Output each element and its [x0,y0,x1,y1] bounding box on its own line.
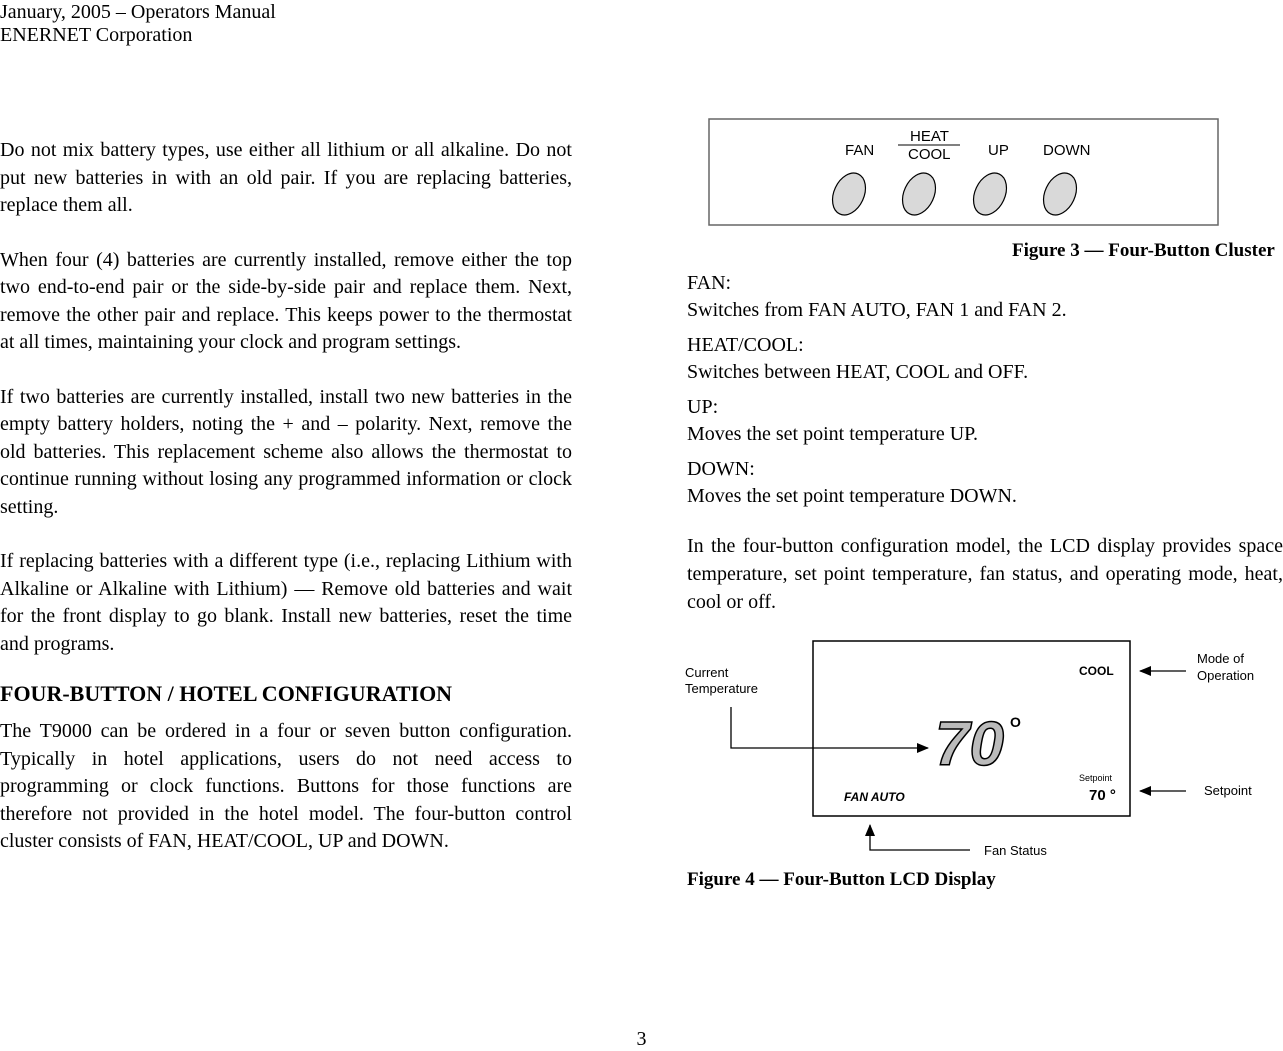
degree-indicator: O [1010,714,1021,730]
term-down: DOWN: [687,458,755,480]
callout-setpoint: Setpoint [1204,783,1252,798]
callout-mode-2: Operation [1197,668,1255,683]
current-temperature: 70 [935,710,1004,779]
cluster-frame [709,119,1218,225]
desc-heat-cool-text: Switches between HEAT, COOL and OFF. [687,361,1029,383]
paragraph-two-batteries: If two batteries are currently installed, install two new batteries in the empty battery holders, noting the + and – polarity. Next, remove the old batteries. This replacement scheme also allows the thermostat to continue running without losing any programmed information or clock setting. [0,385,572,518]
setpoint-label: Setpoint [1079,773,1113,783]
desc-up [687,394,1283,448]
figure3-caption: Figure 3 — Four-Button Cluster [1012,240,1275,261]
desc-heat-cool [687,332,1283,386]
figure4-lcd-display [680,635,1280,870]
paragraph-hotel-config: The T9000 can be ordered in a four or seven button configuration. Typically in hotel applications, users do not need access to programming or clock functions. Buttons for those functions are therefore not provided in the hotel model. The four-button control cluster consists of FAN, HEAT/COOL, UP and DOWN. [0,720,572,852]
callout-fan-status: Fan Status [984,843,1047,858]
lcd-paragraph: In the four-button configuration model, the LCD display provides space temperature, set point temperature, fan status, and operating mode, heat, cool or off. [687,535,1283,613]
left-column [0,137,572,883]
paragraph-four-batteries: When four (4) batteries are currently installed, remove either the top two end-to-end pair or the side-by-side pair and replace them. Next, remove the other pair and replace. This keeps power to the thermostat at all times, maintaining your clock and program settings. [0,248,572,353]
setpoint-value: 70 ° [1089,787,1116,804]
desc-down-text: Moves the set point temperature DOWN. [687,485,1017,507]
mode-indicator: COOL [1079,664,1114,678]
arrow-fan-status [870,825,970,850]
heat-label: HEAT [910,128,949,145]
header-line1: January, 2005 – Operators Manual [0,1,276,23]
section-title: FOUR-BUTTON / HOTEL CONFIGURATION [0,681,453,706]
cool-label: COOL [908,146,951,163]
button-descriptions [687,270,1283,518]
paragraph-different-type: If replacing batteries with a different type (i.e., replacing Lithium with Alkaline or Alkaline with Lithium) — Remove old batteries and wait for the front display to go blank. Install new batteries, reset the time and programs. [0,550,572,655]
fan-label: FAN [845,142,875,159]
callout-current-temp-1: Current [685,665,729,680]
term-up: UP: [687,396,719,418]
lcd-diagram [680,635,1280,865]
figure3-button-cluster [708,118,1220,233]
callout-mode-1: Mode of [1197,651,1244,666]
figure4-caption: Figure 4 — Four-Button LCD Display [687,869,996,890]
desc-fan [687,270,1283,324]
desc-up-text: Moves the set point temperature UP. [687,423,979,445]
callout-current-temp-2: Temperature [685,681,758,696]
term-fan: FAN: [687,272,732,294]
desc-fan-text: Switches from FAN AUTO, FAN 1 and FAN 2. [687,299,1067,321]
up-label: UP [988,142,1009,159]
paragraph-battery-mix: Do not mix battery types, use either all lithium or all alkaline. Do not put new batteries in with an old pair. If you are replacing batteries, replace them all. [0,139,572,216]
header-line2: ENERNET Corporation [0,24,193,46]
page-number: 3 [636,1028,647,1050]
fan-status-indicator: FAN AUTO [844,790,905,804]
desc-down [687,456,1283,510]
term-heat-cool: HEAT/COOL: [687,334,804,356]
button-cluster-diagram [708,118,1220,228]
down-label: DOWN [1043,142,1091,159]
